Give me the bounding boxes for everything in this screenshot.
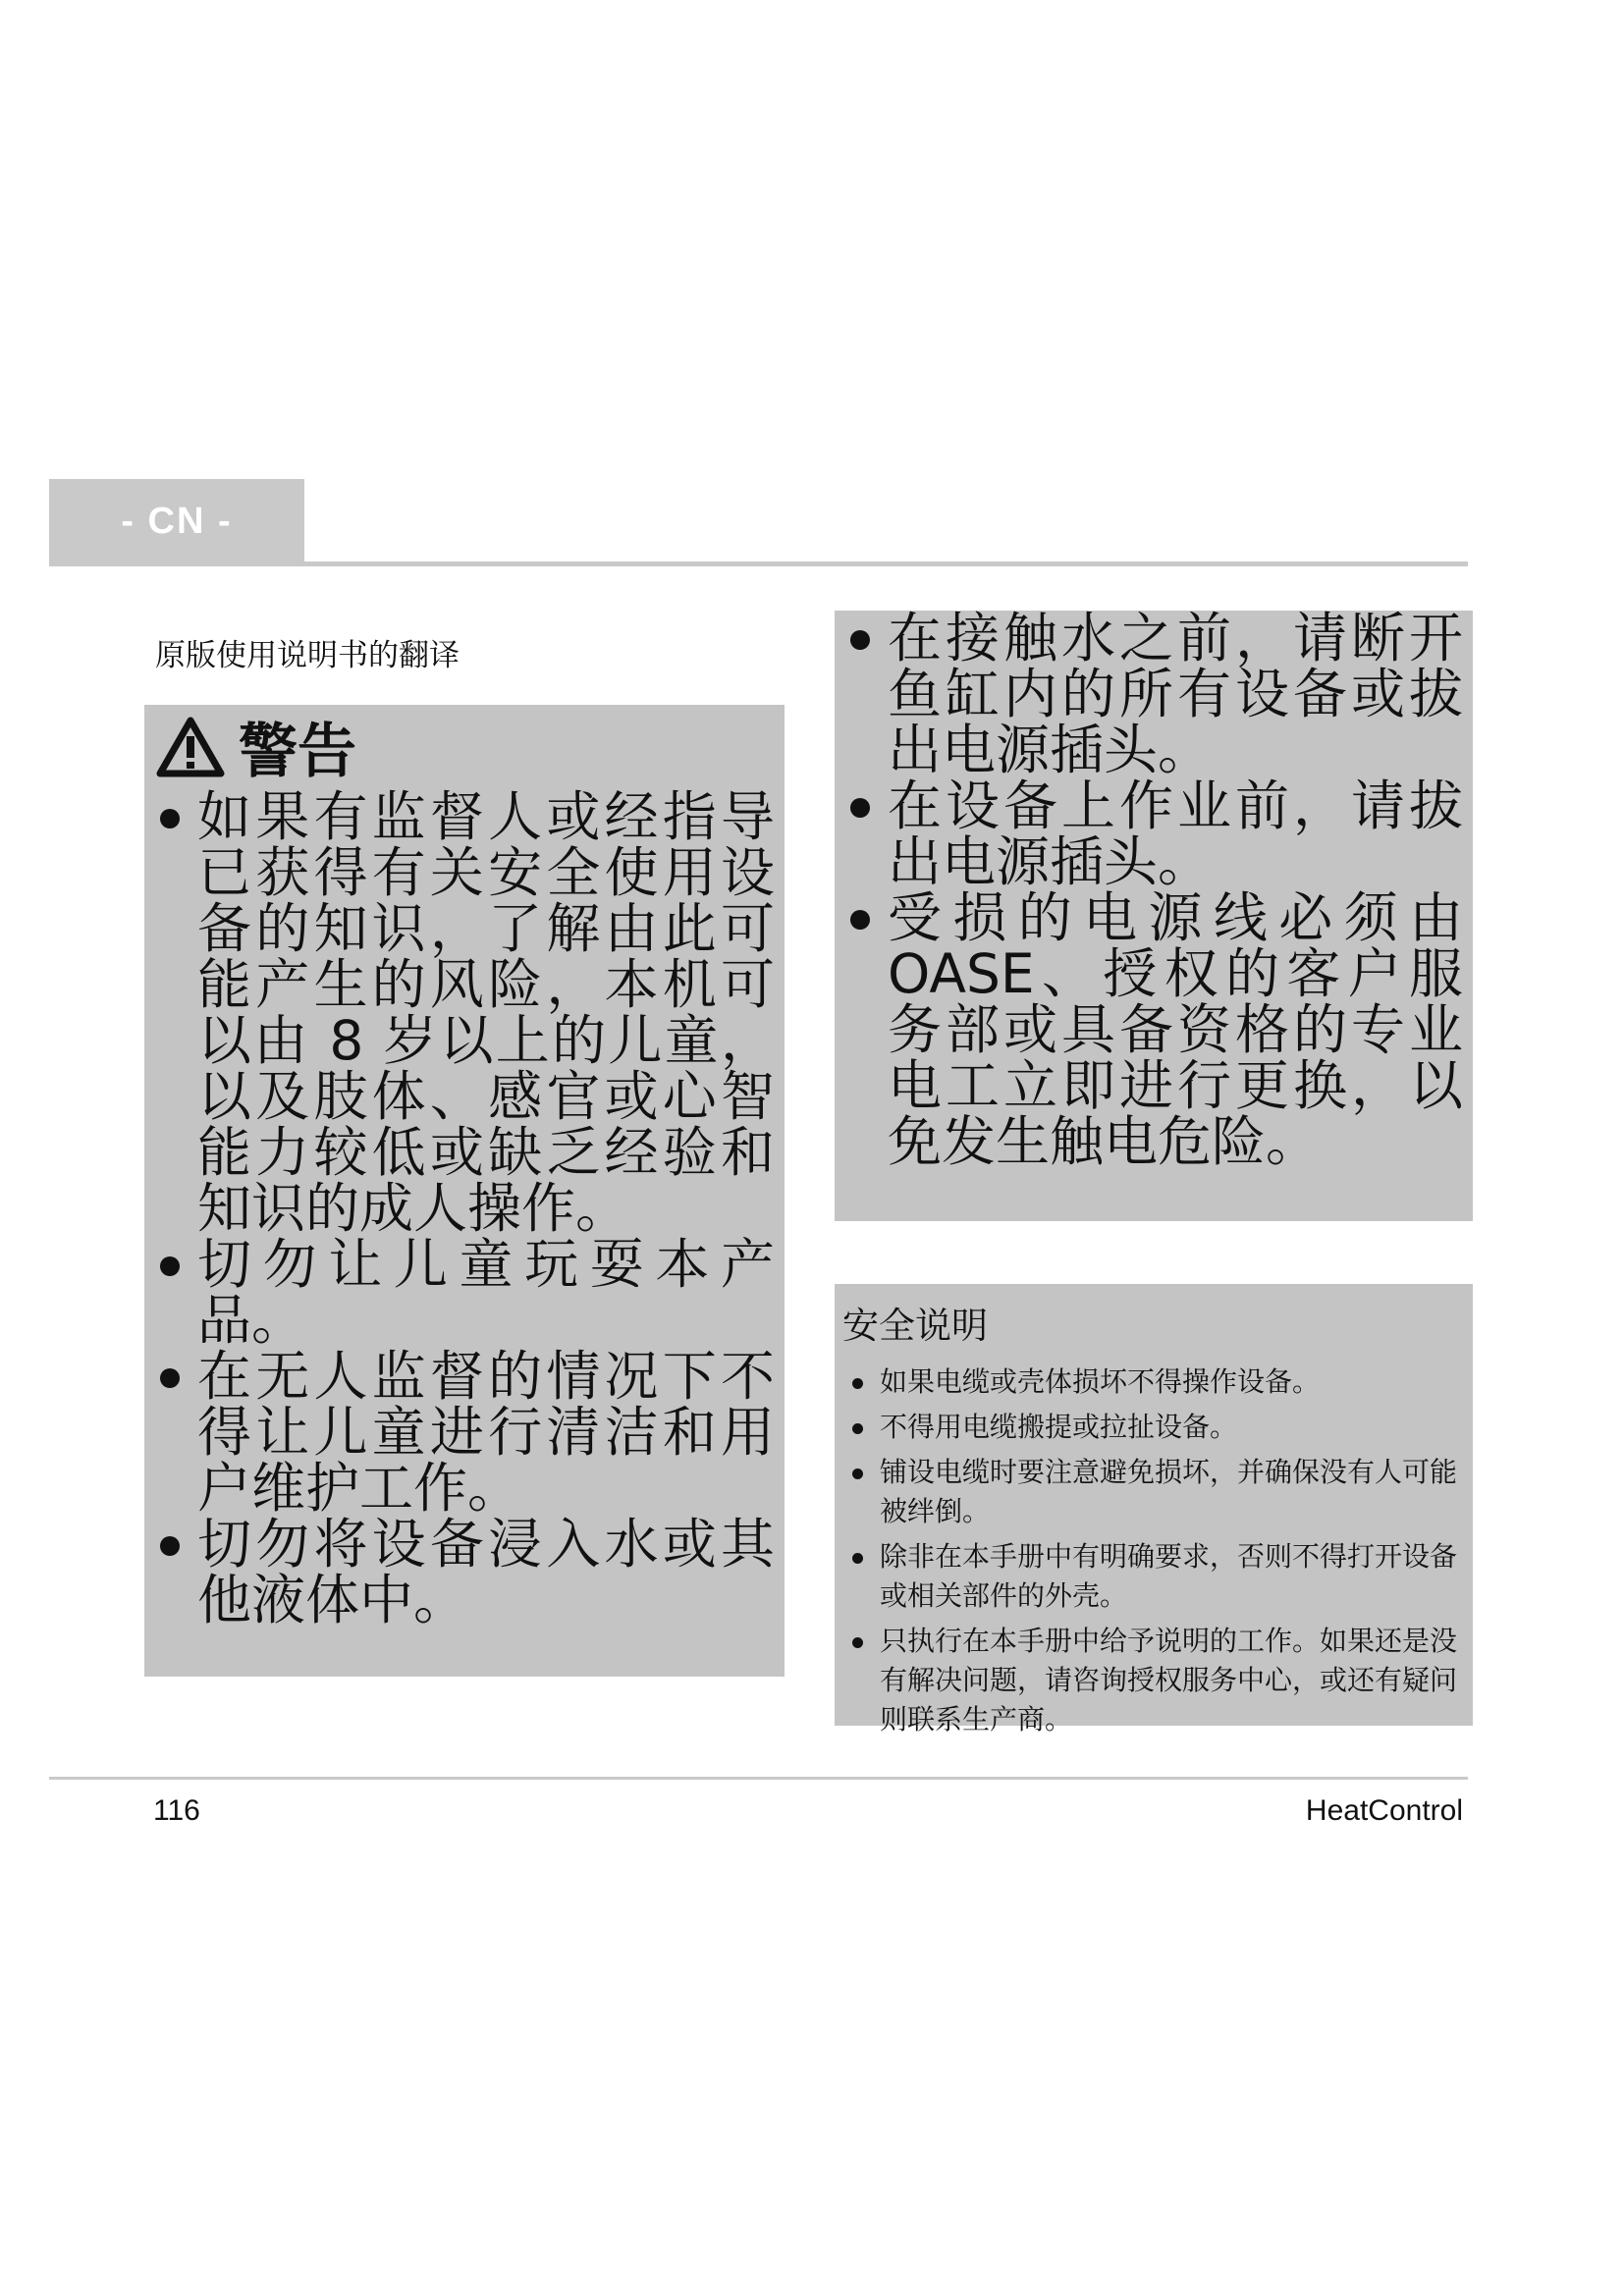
safety-item-text: 除非在本手册中有明确要求，否则不得打开设备或相关部件的外壳。 xyxy=(880,1540,1458,1612)
warning-item xyxy=(152,1345,775,1520)
warning-continued-box xyxy=(835,607,1473,1221)
bullet-icon xyxy=(850,910,870,930)
warning-item-text: 切勿将设备浸入水或其他液体中。 xyxy=(197,1513,775,1631)
safety-item-text: 只执行在本手册中给予说明的工作。如果还是没有解决问题，请咨询授权服务中心，或还有疑问则联系生产商。 xyxy=(880,1625,1458,1735)
language-tab: - CN - xyxy=(49,479,304,563)
warning-item-text: 在接触水之前，请断开鱼缸内的所有设备或拔出电源插头。 xyxy=(888,607,1463,781)
warning-item xyxy=(152,1233,775,1352)
bullet-icon xyxy=(850,630,870,650)
warning-continued-list xyxy=(842,607,1463,1173)
page-number: 116 xyxy=(153,1794,200,1827)
warning-item xyxy=(152,1513,775,1631)
warning-item-text: 在无人监督的情况下不得让儿童进行清洁和用户维护工作。 xyxy=(197,1345,775,1520)
warning-triangle-icon xyxy=(156,717,225,777)
bullet-icon xyxy=(852,1423,863,1434)
warning-item xyxy=(842,774,1463,893)
safety-title: 安全说明 xyxy=(842,1305,988,1347)
bullet-icon xyxy=(852,1553,863,1564)
warning-item xyxy=(842,886,1463,1173)
safety-instructions-box xyxy=(835,1284,1473,1735)
safety-item xyxy=(842,1537,1459,1616)
bullet-icon xyxy=(160,1536,180,1556)
safety-item xyxy=(842,1362,1459,1402)
warning-item-text: 在设备上作业前，请拔出电源插头。 xyxy=(888,774,1463,893)
bullet-icon xyxy=(850,798,870,818)
bullet-icon xyxy=(160,1256,180,1276)
product-name: HeatControl xyxy=(1305,1794,1463,1827)
safety-item xyxy=(842,1453,1459,1531)
bullet-icon xyxy=(160,809,180,828)
safety-item-text: 如果电缆或壳体损坏不得操作设备。 xyxy=(880,1365,1321,1398)
bullet-icon xyxy=(852,1637,863,1648)
warning-item xyxy=(842,607,1463,781)
safety-item xyxy=(842,1408,1459,1447)
warning-list xyxy=(152,785,775,1631)
safety-list xyxy=(842,1362,1459,1739)
safety-item-text: 铺设电缆时要注意避免损坏，并确保没有人可能被绊倒。 xyxy=(880,1456,1458,1527)
bullet-icon xyxy=(852,1468,863,1479)
warning-item-text: 受损的电源线必须由 OASE、授权的客户服务部或具备资格的专业电工立即进行更换，以免发生触电危险。 xyxy=(888,886,1463,1173)
safety-item-text: 不得用电缆搬提或拉扯设备。 xyxy=(880,1411,1238,1443)
safety-item xyxy=(842,1622,1459,1739)
footer-divider xyxy=(49,1777,1468,1780)
warning-item-text: 切勿让儿童玩耍本产品。 xyxy=(197,1233,775,1352)
warning-header xyxy=(152,705,775,789)
header-divider xyxy=(49,561,1468,566)
warning-title: 警告 xyxy=(239,718,356,786)
bullet-icon xyxy=(852,1378,863,1389)
warning-item-text: 如果有监督人或经指导已获得有关安全使用设备的知识，了解由此可能产生的风险，本机可以由 8 岁以上的儿童，以及肢体、感官或心智能力较低或缺乏经验和知识的成人操作。 xyxy=(197,785,775,1240)
warning-item xyxy=(152,785,775,1240)
document-subtitle: 原版使用说明书的翻译 xyxy=(155,638,460,673)
warning-box xyxy=(144,705,785,1677)
bullet-icon xyxy=(160,1368,180,1388)
